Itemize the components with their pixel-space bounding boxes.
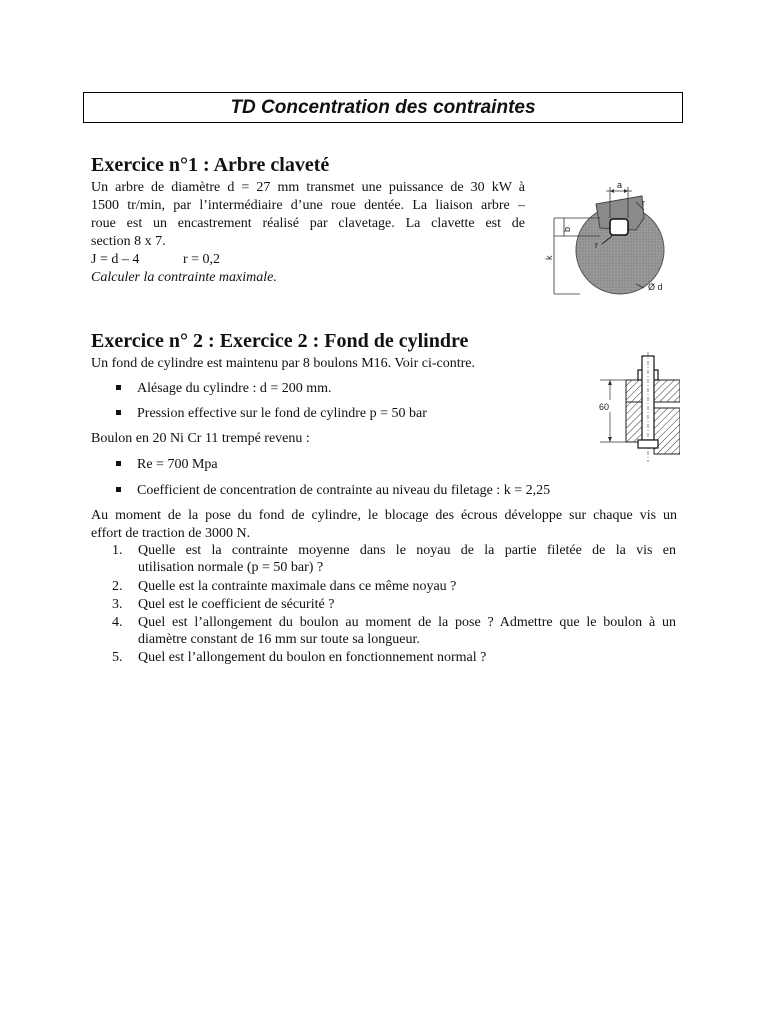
question-1-line-1: Quelle est la contrainte moyenne dans le noyau de la partie filetée de la vis en <box>138 543 676 558</box>
question-3: 3. Quel est le coefficient de sécurité ? <box>112 597 335 612</box>
question-4-number: 4. <box>112 615 123 630</box>
ex1-line-4: section 8 x 7. <box>91 234 166 249</box>
label-a: a <box>617 180 623 190</box>
ex2-bullet-pressure: Pression effective sur le fond de cylindre p = 50 bar <box>116 405 427 422</box>
question-4-line-1: Quel est l’allongement du boulon au moment de la pose ? Admettre que le boulon à un <box>138 615 676 630</box>
question-4-line-2: diamètre constant de 16 mm sur toute sa longueur. <box>138 632 420 647</box>
question-2: 2. Quelle est la contrainte maximale dans ce même noyau ? <box>112 579 457 594</box>
ex1-j-formula: J = d – 4 <box>91 252 140 267</box>
question-5: 5. Quel est l’allongement du boulon en fonctionnement normal ? <box>112 650 487 665</box>
question-1-number: 1. <box>112 543 123 558</box>
ex2-intro: Un fond de cylindre est maintenu par 8 boulons M16. Voir ci-contre. <box>91 356 476 371</box>
ex1-r-value: r = 0,2 <box>183 252 221 267</box>
ex2-bullet-bore: Alésage du cylindre : d = 200 mm. <box>116 380 332 397</box>
cylinder-bolt-figure <box>596 352 680 470</box>
ex2-bullet-k: Coefficient de concentration de contrainte au niveau du filetage : k = 2,25 <box>116 482 550 499</box>
label-b: b <box>562 226 572 232</box>
key-section <box>610 219 628 235</box>
keyed-shaft-figure <box>540 178 680 302</box>
bolt-head <box>638 440 658 448</box>
exercise-2-heading: Exercice n° 2 : Exercice 2 : Fond de cylindre <box>91 330 469 352</box>
label-diameter: Ø d <box>648 282 663 292</box>
cylinder-head-right <box>654 380 680 402</box>
ex1-task: Calculer la contrainte maximale. <box>91 270 277 285</box>
label-k: k <box>544 255 554 260</box>
ex2-para-line-1: Au moment de la pose du fond de cylindre, le blocage des écrous développe sur chaque vis un <box>91 508 677 523</box>
cylinder-head-left <box>626 380 642 402</box>
ex2-para-line-2: effort de traction de 3000 N. <box>91 526 251 541</box>
label-r: r <box>642 198 645 208</box>
ex2-bullet-re: Re = 700 Mpa <box>116 456 218 473</box>
ex1-line-2: 1500 tr/min, par l’intermédiaire d’une roue dentée. La liaison arbre – <box>91 198 525 213</box>
cylinder-body-left <box>626 402 642 442</box>
ex2-material: Boulon en 20 Ni Cr 11 trempé revenu : <box>91 431 310 446</box>
ex1-line-1: Un arbre de diamètre d = 27 mm transmet une puissance de 30 kW à <box>91 180 525 195</box>
ex1-line-3: roue est un encastrement réalisé par clavetage. La clavette est de <box>91 216 525 231</box>
question-1-line-2: utilisation normale (p = 50 bar) ? <box>138 560 324 575</box>
exercise-1-heading: Exercice n°1 : Arbre claveté <box>91 154 330 176</box>
page-title: TD Concentration des contraintes <box>83 92 683 123</box>
dimension-60: 60 <box>599 402 610 412</box>
label-r-lower: r <box>595 240 598 250</box>
